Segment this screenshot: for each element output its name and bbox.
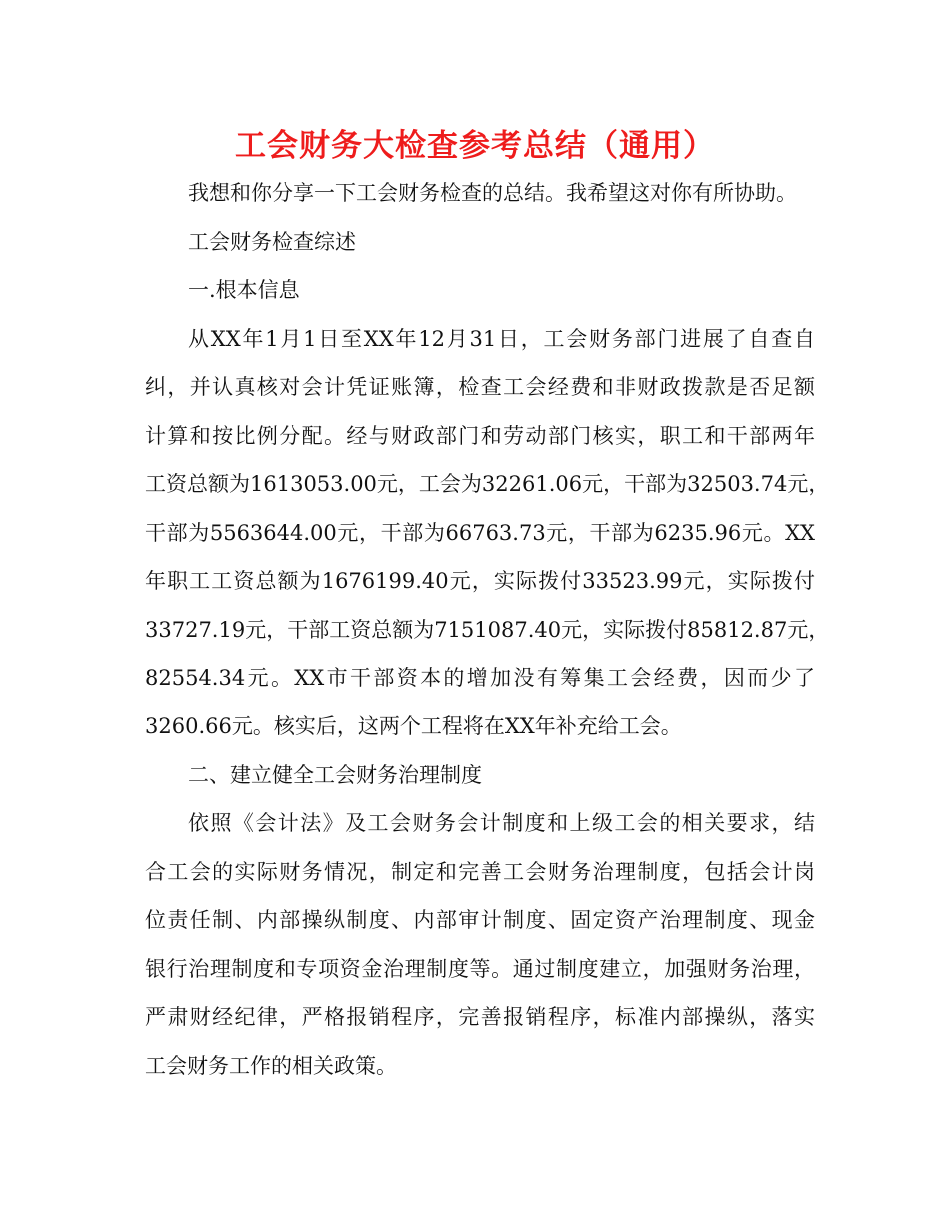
document-title: 工会财务大检查参考总结（通用） [235,128,715,164]
section-2-line: 工会财务工作的相关政策。 [145,1054,397,1078]
intro-paragraph: 我想和你分享一下工会财务检查的总结。我希望这对你有所协助。 [188,181,797,205]
section-1-line: 从XX年1月1日至XX年12月31日，工会财务部门进展了自查自 [188,327,815,351]
section-2-line: 合工会的实际财务情况，制定和完善工会财务治理制度，包括会计岗 [145,860,815,884]
section-1-line: 计算和按比例分配。经与财政部门和劳动部门核实，职工和干部两年 [145,424,815,448]
section-2-line: 依照《会计法》及工会财务会计制度和上级工会的相关要求，结 [188,811,815,835]
section-2-line: 位责任制、内部操纵制度、内部审计制度、固定资产治理制度、现金 [145,908,815,932]
section-1-heading: 一.根本信息 [188,278,300,302]
section-1-line: 干部为5563644.00元，干部为66763.73元，干部为6235.96元。XX [145,521,815,545]
section-1-line: 33727.19元，干部工资总额为7151087.40元，实际拨付85812.87元， [145,618,830,642]
section-1-line: 82554.34元。XX市干部资本的增加没有筹集工会经费，因而少了 [145,666,815,690]
section-1-line: 工资总额为1613053.00元，工会为32261.06元，干部为32503.74元， [145,472,830,496]
section-1-line: 纠，并认真核对会计凭证账簿，检查工会经费和非财政拨款是否足额 [145,375,815,399]
section-2-line: 严肃财经纪律，严格报销程序，完善报销程序，标准内部操纵，落实 [145,1005,815,1029]
section-1-line: 3260.66元。核实后，这两个工程将在XX年补充给工会。 [145,714,682,738]
section-1-line: 年职工工资总额为1676199.40元，实际拨付33523.99元，实际拨付 [145,569,815,593]
section-2-heading: 二、建立健全工会财务治理制度 [188,763,482,787]
overview-heading: 工会财务检查综述 [188,230,356,254]
section-2-line: 银行治理制度和专项资金治理制度等。通过制度建立，加强财务治理， [145,957,815,981]
